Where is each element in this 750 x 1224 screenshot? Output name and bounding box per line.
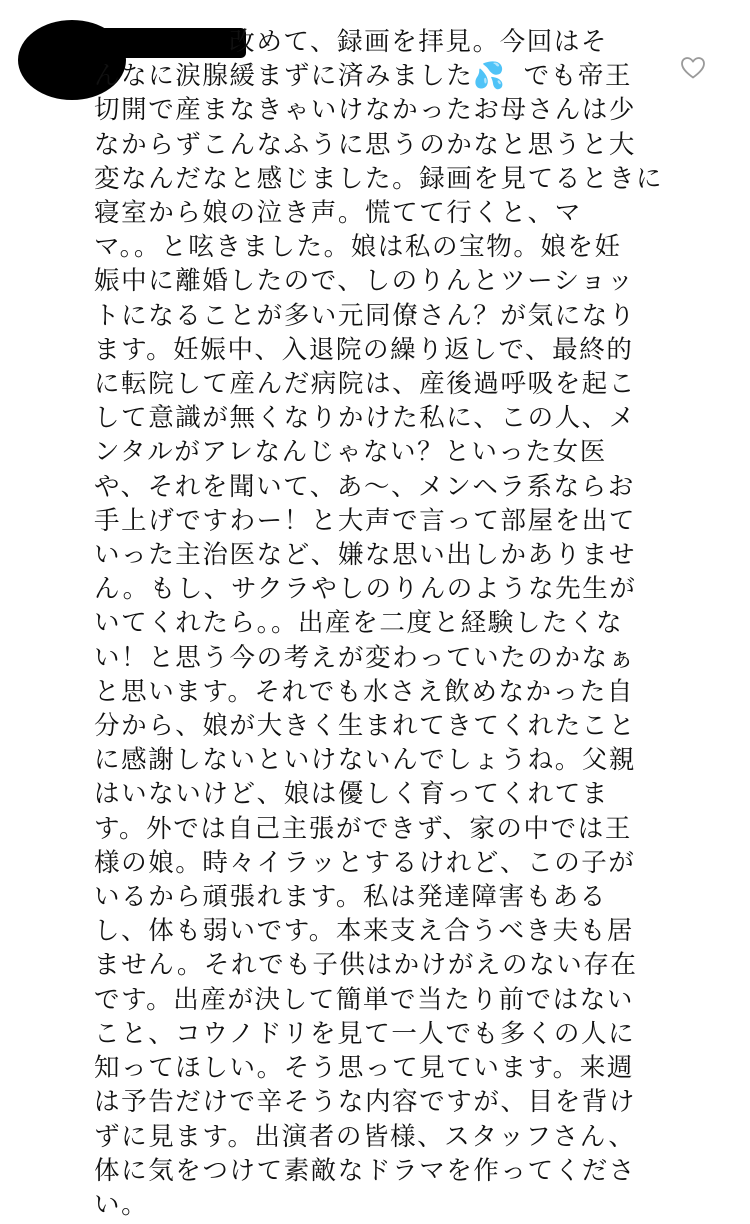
- comment-line: 手上げですわー！と大声で言って部屋を出て: [94, 507, 637, 537]
- comment-line: ンタルがアレなんじゃない？といった女医: [94, 439, 607, 469]
- comment-line: ん。もし、サクラやしのりんのような先生が: [94, 576, 637, 606]
- comment-line: こと、コウノドリを見て一人でも多くの人に: [94, 1020, 636, 1050]
- comment-line: いてくれたら。。出産を二度と経験したくな: [94, 610, 624, 640]
- comment-line: 分から、娘が大きく生まれてきてくれたこと: [94, 713, 637, 743]
- comment-line: トになることが多い元同僚さん？が気になり: [94, 302, 637, 332]
- comment-line: す。外では自己主張ができず、家の中では王: [94, 815, 632, 845]
- comment-line: 体に気をつけて素敵なドラマを作ってくださ: [94, 1157, 637, 1187]
- comment-line: 娠中に離婚したので、しのりんとツーショッ: [94, 268, 635, 298]
- comment-line: ます。妊娠中、入退院の繰り返しで、最終的: [94, 336, 634, 366]
- comment-line: なからずこんなふうに思うのかなと思うと大: [94, 131, 637, 161]
- comment-line: して意識が無くなりかけた私に、この人、メ: [94, 405, 637, 435]
- comment-line: ずに見ます。出演者の皆様、スタッフさん、: [94, 1123, 636, 1153]
- comment-line: と思います。それでも水さえ飲めなかった自: [94, 678, 634, 708]
- comment-line: 知ってほしい。そう思って見ています。来週: [94, 1055, 634, 1085]
- comment-line: んなに涙腺緩まずに済みました💦 でも帝王: [94, 63, 633, 93]
- comment-line: い。: [94, 1191, 149, 1221]
- comment-line: に転院して産んだ病院は、産後過呼吸を起こ: [94, 371, 637, 401]
- comment-line: し、体も弱いです。本来支え合うべき夫も居: [94, 918, 634, 948]
- comment-line: や、それを聞いて、あ〜、メンヘラ系ならお: [94, 473, 635, 503]
- heart-outline-icon[interactable]: [680, 56, 706, 80]
- comment-line: い！と思う今の考えが変わっていたのかなぁ: [94, 644, 636, 674]
- comment-line: 変なんだなと感じました。録画を見てるときに: [94, 165, 664, 195]
- comment-line: いるから頑張れます。私は発達障害もある: [94, 884, 607, 914]
- comment-line: 寝室から娘の泣き声。慌てて行くと、マ: [94, 200, 582, 230]
- comment-line: ません。それでも子供はかけがえのない存在: [94, 952, 638, 982]
- comment-line: マ。。と呟きました。娘は私の宝物。娘を妊: [94, 234, 622, 264]
- comment-text: [94, 27, 680, 1224]
- comment-line: 様の娘。時々イラッとするけれど、この子が: [94, 849, 636, 879]
- comment-line: です。出産が決して簡単で当たり前ではない: [94, 986, 634, 1016]
- comment-line: いった主治医など、嫌な思い出しかありませ: [94, 542, 637, 572]
- comment-line: はいないけど、娘は優しく育ってくれてま: [94, 781, 609, 811]
- comment-line: 切開で産まなきゃいけなかったお母さんは少: [94, 97, 637, 127]
- comment-line: は予告だけで辛そうな内容ですが、目を背け: [94, 1089, 637, 1119]
- comment-line: に感謝しないといけないんでしょうね。父親: [94, 747, 637, 777]
- comment-line: 改めて、録画を拝見。今回はそ: [94, 29, 609, 58]
